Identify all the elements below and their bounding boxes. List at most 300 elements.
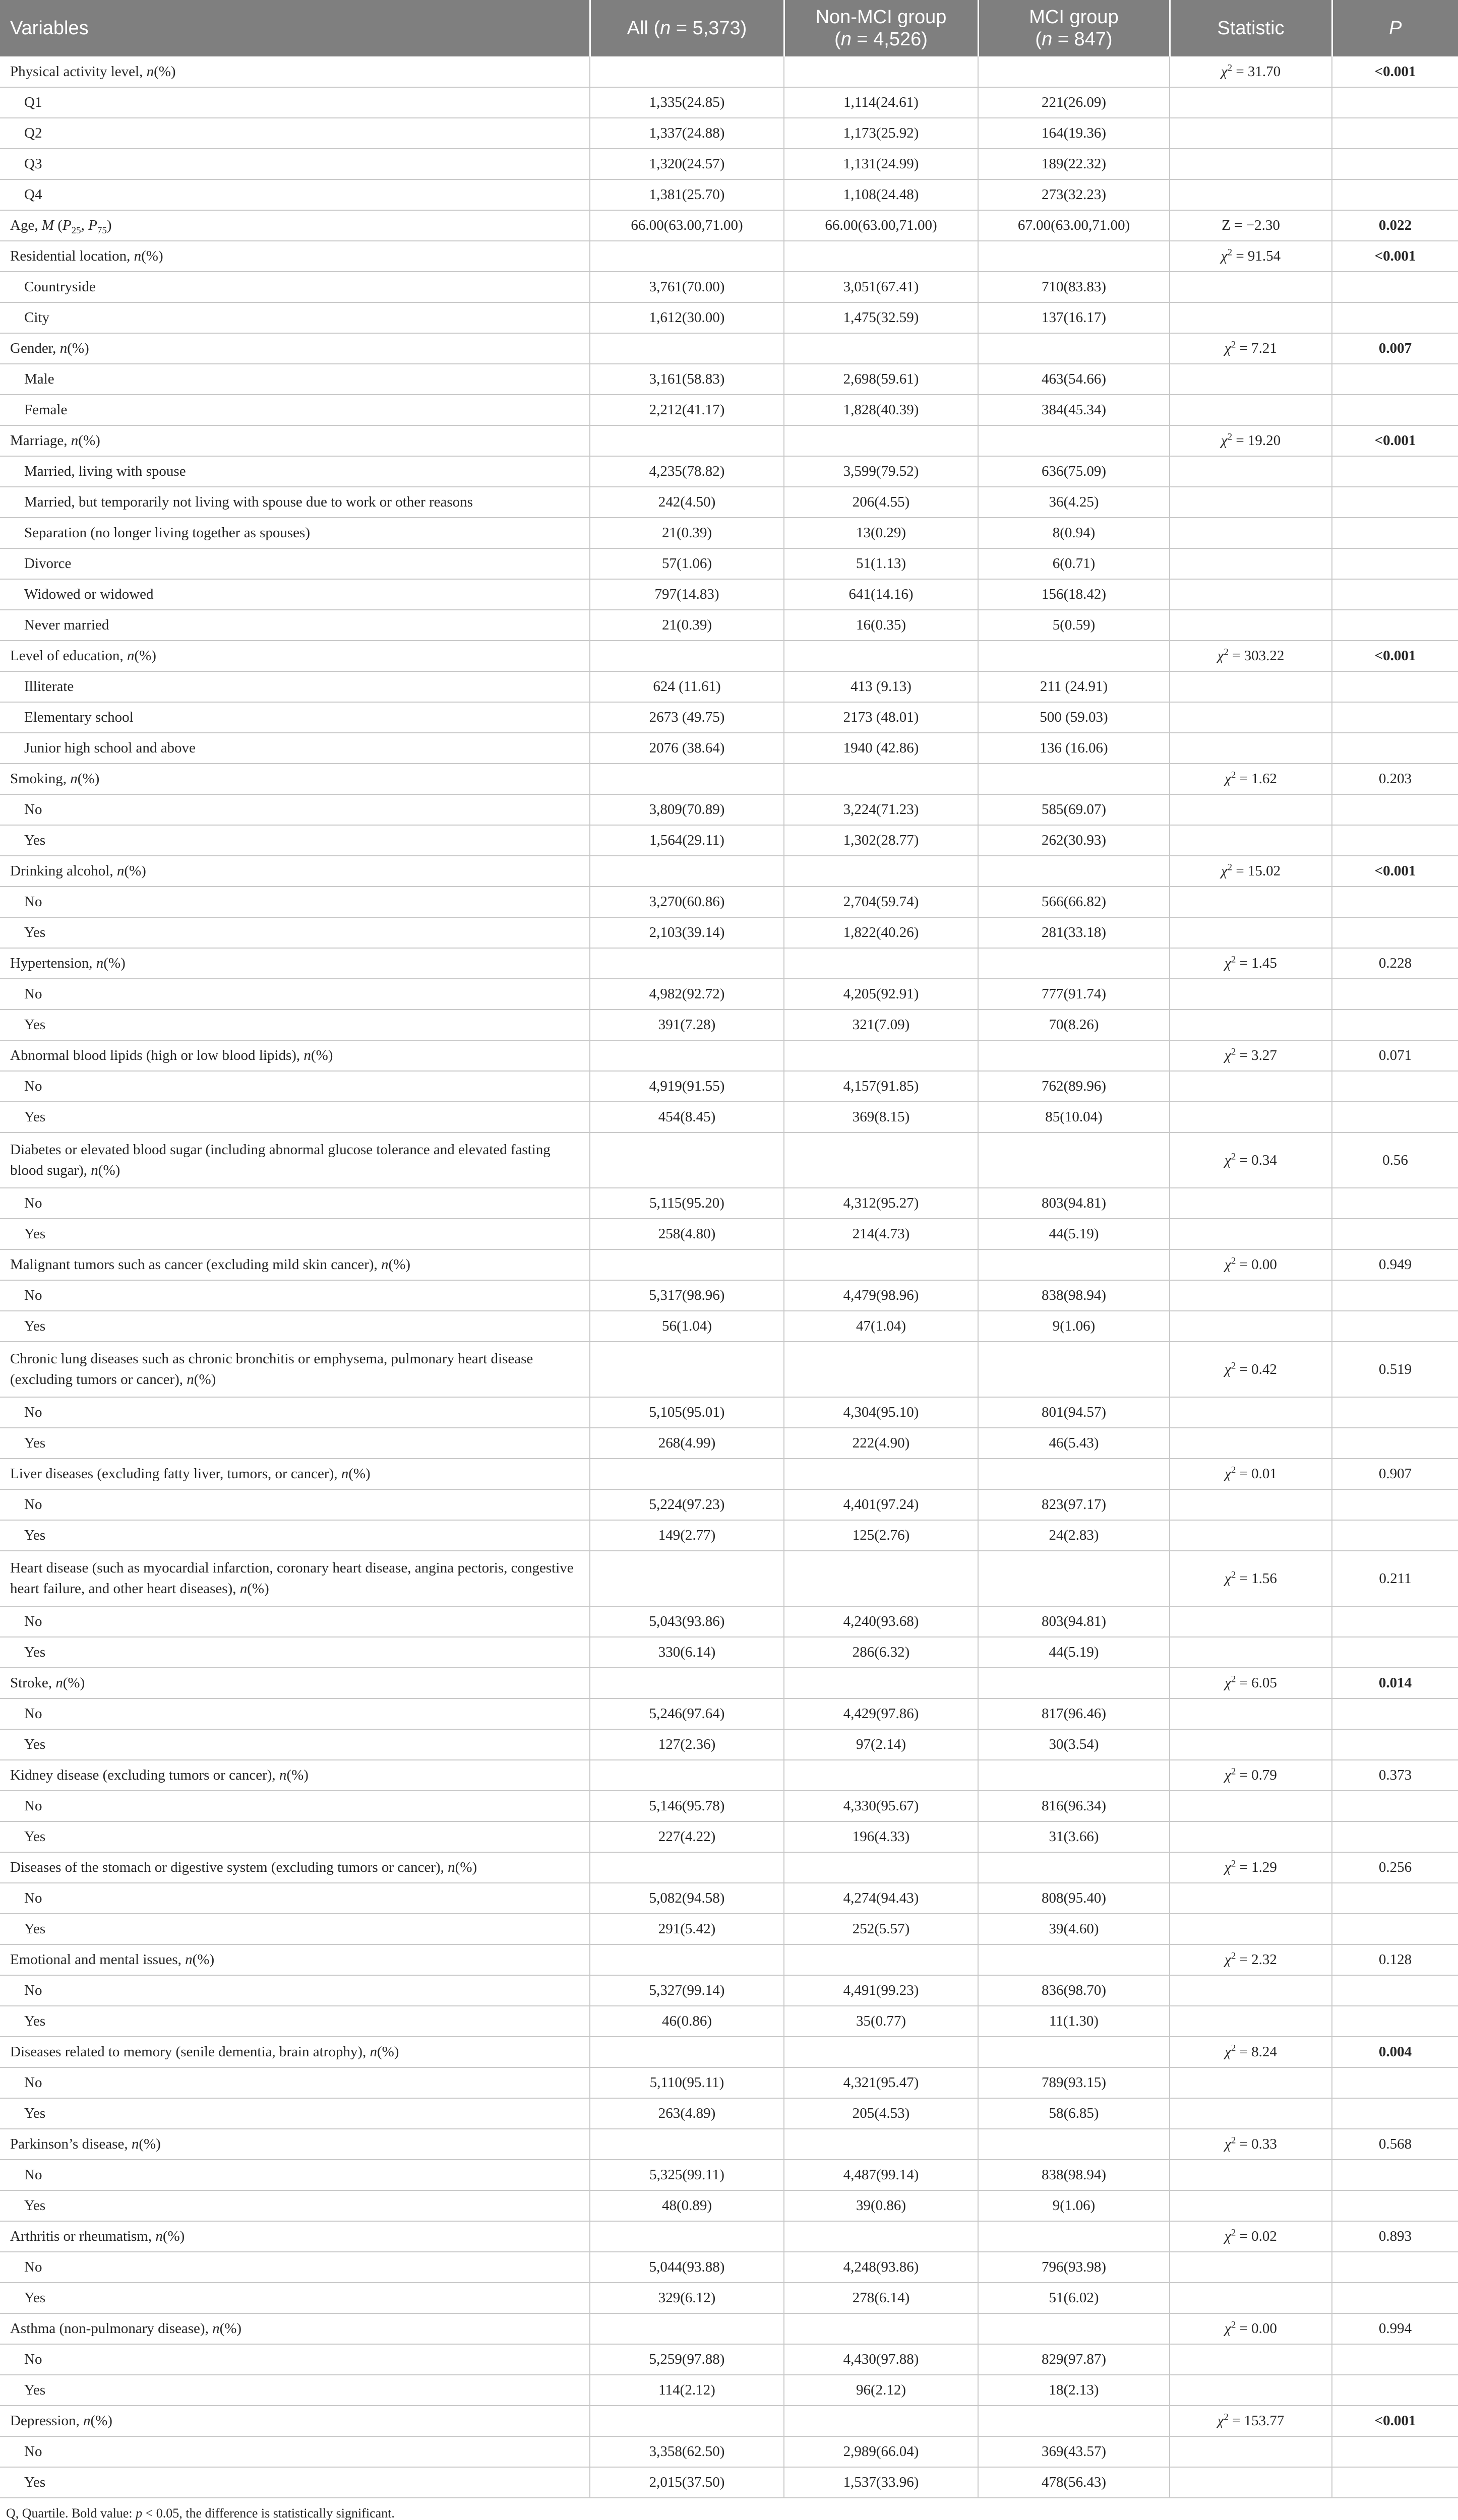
p-value-cell: 0.256 <box>1332 1852 1458 1883</box>
variable-label: Gender, <box>10 340 60 356</box>
variable-cell <box>0 579 590 610</box>
count-symbol: n <box>187 1371 194 1388</box>
variable-row <box>0 56 1458 87</box>
statistic-cell <box>1170 948 1332 979</box>
mci-cell: 46(5.43) <box>978 1428 1170 1459</box>
variable-cell <box>0 2221 590 2252</box>
non-mci-cell <box>784 1040 978 1071</box>
p-value-cell <box>1332 302 1458 333</box>
subcategory-label: Yes <box>24 1318 46 1334</box>
subcategory-row <box>0 825 1458 856</box>
variable-label: Diabetes or elevated blood sugar (including abnormal glucose tolerance and elevated fasting blood sugar), <box>10 1142 551 1178</box>
variable-cell <box>0 1397 590 1428</box>
subcategory-row <box>0 2283 1458 2313</box>
statistic-cell <box>1170 2375 1332 2406</box>
header-p <box>1332 0 1458 56</box>
subcategory-row <box>0 1071 1458 1102</box>
all-cell: 5,110(95.11) <box>590 2067 784 2098</box>
p-value-cell <box>1332 579 1458 610</box>
variable-cell <box>0 1668 590 1698</box>
variable-cell <box>0 241 590 272</box>
variable-cell <box>0 1551 590 1606</box>
statistic-cell <box>1170 2098 1332 2129</box>
variable-cell <box>0 641 590 671</box>
statistic-cell <box>1170 487 1332 518</box>
statistic-cell <box>1170 1637 1332 1668</box>
p-value-cell: 0.022 <box>1332 210 1458 241</box>
variable-cell <box>0 1311 590 1342</box>
header-non-mci-n: n <box>840 29 852 50</box>
header-all-n: n <box>660 18 671 39</box>
statistic-cell <box>1170 2221 1332 2252</box>
variable-cell <box>0 2313 590 2344</box>
statistic-cell <box>1170 1551 1332 1606</box>
variable-cell <box>0 333 590 364</box>
mci-cell <box>978 56 1170 87</box>
statistic-cell <box>1170 671 1332 702</box>
non-mci-cell: 321(7.09) <box>784 1010 978 1040</box>
footnote-rest: < 0.05, the difference is statistically significant. <box>142 2506 395 2520</box>
percentile-symbol: P <box>88 217 97 233</box>
statistic-cell <box>1170 56 1332 87</box>
subcategory-label: No <box>24 1982 42 1998</box>
chi-symbol: χ <box>1221 863 1228 879</box>
non-mci-cell <box>784 1668 978 1698</box>
statistic-cell <box>1170 1520 1332 1551</box>
mci-cell <box>978 1944 1170 1975</box>
mci-cell <box>978 1760 1170 1791</box>
non-mci-cell <box>784 948 978 979</box>
statistic-cell <box>1170 1071 1332 1102</box>
variable-row <box>0 1459 1458 1489</box>
mci-cell <box>978 1040 1170 1071</box>
statistic-cell <box>1170 2252 1332 2283</box>
mci-cell: 6(0.71) <box>978 548 1170 579</box>
variable-cell <box>0 1132 590 1188</box>
subcategory-row <box>0 2098 1458 2129</box>
all-cell: 263(4.89) <box>590 2098 784 2129</box>
subcategory-row <box>0 364 1458 395</box>
mci-cell <box>978 2129 1170 2160</box>
p-value-cell: <0.001 <box>1332 56 1458 87</box>
subcategory-label: No <box>24 986 42 1002</box>
variable-row <box>0 1852 1458 1883</box>
all-cell: 1,381(25.70) <box>590 179 784 210</box>
statistic-cell <box>1170 2190 1332 2221</box>
p-value-cell <box>1332 671 1458 702</box>
statistic-value: = 0.02 <box>1236 2228 1277 2244</box>
statistic-cell <box>1170 2129 1332 2160</box>
statistic-cell <box>1170 118 1332 149</box>
variable-row <box>0 210 1458 241</box>
statistic-cell <box>1170 1489 1332 1520</box>
percentile-subscript: 75 <box>97 225 107 236</box>
subcategory-label: Never married <box>24 617 109 633</box>
p-value-cell <box>1332 2467 1458 2498</box>
subcategory-row <box>0 887 1458 917</box>
all-cell <box>590 2037 784 2067</box>
all-cell <box>590 1459 784 1489</box>
non-mci-cell <box>784 2221 978 2252</box>
subcategory-row <box>0 917 1458 948</box>
all-cell: 5,317(98.96) <box>590 1280 784 1311</box>
statistic-cell <box>1170 1883 1332 1914</box>
variable-label: Kidney disease (excluding tumors or cancer), <box>10 1767 279 1783</box>
all-cell <box>590 948 784 979</box>
variable-cell <box>0 2190 590 2221</box>
all-cell <box>590 1249 784 1280</box>
subcategory-row <box>0 579 1458 610</box>
subcategory-label: No <box>24 1078 42 1094</box>
chi-symbol: χ <box>1221 248 1228 264</box>
all-cell: 21(0.39) <box>590 518 784 548</box>
non-mci-cell <box>784 1551 978 1606</box>
statistic-value: = 0.79 <box>1236 1767 1277 1783</box>
subcategory-label: No <box>24 2074 42 2091</box>
statistic-cell <box>1170 641 1332 671</box>
all-cell <box>590 1852 784 1883</box>
statistic-cell <box>1170 1132 1332 1188</box>
variable-row <box>0 1342 1458 1397</box>
statistic-cell <box>1170 425 1332 456</box>
variable-cell <box>0 1459 590 1489</box>
mci-cell: 18(2.13) <box>978 2375 1170 2406</box>
all-cell: 2076 (38.64) <box>590 733 784 764</box>
subcategory-row <box>0 1397 1458 1428</box>
non-mci-cell: 66.00(63.00,71.00) <box>784 210 978 241</box>
p-value-cell: 0.071 <box>1332 1040 1458 1071</box>
variable-row <box>0 2406 1458 2436</box>
p-value-cell: 0.203 <box>1332 764 1458 794</box>
statistic-value: Z = −2.30 <box>1222 217 1280 233</box>
subcategory-row <box>0 1102 1458 1132</box>
all-cell: 330(6.14) <box>590 1637 784 1668</box>
non-mci-cell: 641(14.16) <box>784 579 978 610</box>
header-p-symbol: P <box>1389 18 1402 39</box>
statistic-cell <box>1170 1249 1332 1280</box>
mci-cell: 838(98.94) <box>978 1280 1170 1311</box>
mci-cell <box>978 1132 1170 1188</box>
percent-unit: (%) <box>67 340 89 356</box>
all-cell <box>590 1132 784 1188</box>
subcategory-row <box>0 1606 1458 1637</box>
non-mci-cell: 4,157(91.85) <box>784 1071 978 1102</box>
count-symbol: n <box>155 2228 163 2244</box>
p-value-cell <box>1332 2436 1458 2467</box>
variable-row <box>0 2037 1458 2067</box>
variable-row <box>0 425 1458 456</box>
count-symbol: n <box>341 1466 349 1482</box>
variable-cell <box>0 302 590 333</box>
header-all-pre: All ( <box>627 18 660 39</box>
all-cell: 127(2.36) <box>590 1729 784 1760</box>
variable-cell <box>0 518 590 548</box>
variable-cell <box>0 1729 590 1760</box>
statistic-cell <box>1170 2067 1332 2098</box>
variable-row <box>0 333 1458 364</box>
p-value-cell: 0.56 <box>1332 1132 1458 1188</box>
p-value-cell <box>1332 2160 1458 2190</box>
non-mci-cell: 4,487(99.14) <box>784 2160 978 2190</box>
variable-label: Depression, <box>10 2413 83 2429</box>
subcategory-row <box>0 2006 1458 2037</box>
subcategory-label: Married, living with spouse <box>24 463 186 479</box>
statistic-cell <box>1170 210 1332 241</box>
variable-cell <box>0 1760 590 1791</box>
subcategory-label: No <box>24 1404 42 1420</box>
variable-cell <box>0 1489 590 1520</box>
statistic-cell <box>1170 1760 1332 1791</box>
non-mci-cell: 3,599(79.52) <box>784 456 978 487</box>
variable-cell <box>0 2406 590 2436</box>
chi-superscript: 2 <box>1231 1360 1236 1371</box>
p-value-cell <box>1332 1071 1458 1102</box>
p-value-cell <box>1332 2375 1458 2406</box>
subcategory-label: Separation (no longer living together as spouses) <box>24 525 310 541</box>
mci-cell: 70(8.26) <box>978 1010 1170 1040</box>
subcategory-row <box>0 1428 1458 1459</box>
subcategory-row <box>0 2190 1458 2221</box>
p-value-cell <box>1332 1883 1458 1914</box>
statistic-cell <box>1170 1188 1332 1219</box>
all-cell: 3,761(70.00) <box>590 272 784 302</box>
p-value-cell: 0.004 <box>1332 2037 1458 2067</box>
variable-cell <box>0 2375 590 2406</box>
mci-cell: 221(26.09) <box>978 87 1170 118</box>
all-cell: 149(2.77) <box>590 1520 784 1551</box>
variable-cell <box>0 87 590 118</box>
statistic-value: = 1.56 <box>1236 1570 1277 1587</box>
mci-cell: 189(22.32) <box>978 149 1170 179</box>
non-mci-cell: 214(4.73) <box>784 1219 978 1249</box>
all-cell <box>590 1760 784 1791</box>
subcategory-row <box>0 733 1458 764</box>
subcategory-row <box>0 2375 1458 2406</box>
variable-label: Marriage, <box>10 432 71 449</box>
subcategory-row <box>0 1975 1458 2006</box>
all-cell: 21(0.39) <box>590 610 784 641</box>
variable-row <box>0 856 1458 887</box>
subcategory-label: Yes <box>24 832 46 848</box>
p-value-cell <box>1332 2344 1458 2375</box>
percent-unit: (%) <box>455 1859 477 1875</box>
mci-cell: 44(5.19) <box>978 1637 1170 1668</box>
subcategory-label: No <box>24 1890 42 1906</box>
mci-cell <box>978 764 1170 794</box>
all-cell <box>590 56 784 87</box>
variable-label: Stroke, <box>10 1675 56 1691</box>
variable-cell <box>0 1791 590 1821</box>
chi-symbol: χ <box>1225 1361 1231 1377</box>
statistic-cell <box>1170 702 1332 733</box>
statistic-cell <box>1170 794 1332 825</box>
subcategory-label: Q1 <box>24 94 42 110</box>
p-value-cell: 0.211 <box>1332 1551 1458 1606</box>
variable-cell <box>0 733 590 764</box>
mci-cell: 273(32.23) <box>978 179 1170 210</box>
percent-unit: (%) <box>311 1047 333 1063</box>
percent-unit: (%) <box>90 2413 112 2429</box>
p-value-cell <box>1332 2006 1458 2037</box>
all-cell <box>590 2313 784 2344</box>
non-mci-cell <box>784 641 978 671</box>
non-mci-cell: 369(8.15) <box>784 1102 978 1132</box>
statistic-cell <box>1170 579 1332 610</box>
all-cell: 268(4.99) <box>590 1428 784 1459</box>
mci-cell <box>978 2221 1170 2252</box>
mci-cell <box>978 425 1170 456</box>
variable-cell <box>0 548 590 579</box>
subcategory-row <box>0 671 1458 702</box>
subcategory-row <box>0 179 1458 210</box>
variable-row <box>0 1040 1458 1071</box>
mci-cell: 636(75.09) <box>978 456 1170 487</box>
non-mci-cell: 125(2.76) <box>784 1520 978 1551</box>
chi-superscript: 2 <box>1231 2319 1236 2330</box>
all-cell: 3,358(62.50) <box>590 2436 784 2467</box>
all-cell <box>590 1944 784 1975</box>
subcategory-label: Widowed or widowed <box>24 586 154 602</box>
all-cell <box>590 2406 784 2436</box>
subcategory-row <box>0 2160 1458 2190</box>
variable-cell <box>0 671 590 702</box>
all-cell: 3,161(58.83) <box>590 364 784 395</box>
variable-label: Level of education, <box>10 648 127 664</box>
count-symbol: n <box>185 1951 193 1968</box>
statistic-cell <box>1170 733 1332 764</box>
subcategory-row <box>0 149 1458 179</box>
statistic-cell <box>1170 548 1332 579</box>
all-cell: 2,212(41.17) <box>590 395 784 425</box>
non-mci-cell <box>784 333 978 364</box>
median-symbol: M <box>41 217 54 233</box>
statistic-value: = 0.00 <box>1236 2320 1277 2337</box>
mci-cell: 58(6.85) <box>978 2098 1170 2129</box>
count-symbol: n <box>146 63 154 80</box>
variable-cell <box>0 610 590 641</box>
mci-cell: 823(97.17) <box>978 1489 1170 1520</box>
p-value-cell <box>1332 1397 1458 1428</box>
non-mci-cell: 4,479(98.96) <box>784 1280 978 1311</box>
statistic-value: = 15.02 <box>1232 863 1281 879</box>
subcategory-label: Q2 <box>24 125 42 141</box>
variable-row <box>0 764 1458 794</box>
table-footnote <box>0 2498 1458 2520</box>
non-mci-cell <box>784 764 978 794</box>
variable-cell <box>0 917 590 948</box>
p-value-cell <box>1332 179 1458 210</box>
chi-superscript: 2 <box>1231 1858 1236 1869</box>
statistic-cell <box>1170 764 1332 794</box>
mci-cell: 31(3.66) <box>978 1821 1170 1852</box>
mci-cell: 5(0.59) <box>978 610 1170 641</box>
non-mci-cell <box>784 241 978 272</box>
mci-cell: 808(95.40) <box>978 1883 1170 1914</box>
non-mci-cell: 1,108(24.48) <box>784 179 978 210</box>
p-value-cell <box>1332 518 1458 548</box>
subcategory-label: Yes <box>24 1736 46 1752</box>
mci-cell: 789(93.15) <box>978 2067 1170 2098</box>
non-mci-cell <box>784 1342 978 1397</box>
all-cell: 258(4.80) <box>590 1219 784 1249</box>
statistic-cell <box>1170 979 1332 1010</box>
subcategory-row <box>0 456 1458 487</box>
p-value-cell <box>1332 825 1458 856</box>
statistic-cell <box>1170 2006 1332 2037</box>
header-statistic: Statistic <box>1170 0 1332 56</box>
variable-label: Age, <box>10 217 42 233</box>
subcategory-label: Yes <box>24 1527 46 1543</box>
variable-label: Diseases of the stomach or digestive system (excluding tumors or cancer), <box>10 1859 448 1875</box>
percent-unit: (%) <box>388 1256 411 1273</box>
non-mci-cell: 4,430(97.88) <box>784 2344 978 2375</box>
subcategory-label: Countryside <box>24 279 96 295</box>
non-mci-cell <box>784 856 978 887</box>
subcategory-row <box>0 118 1458 149</box>
non-mci-cell: 1,114(24.61) <box>784 87 978 118</box>
variable-cell <box>0 1637 590 1668</box>
all-cell: 329(6.12) <box>590 2283 784 2313</box>
all-cell: 5,146(95.78) <box>590 1791 784 1821</box>
p-value-cell <box>1332 87 1458 118</box>
variable-label: Heart disease (such as myocardial infarction, coronary heart disease, angina pectoris, congestive heart failure, and other heart diseases), <box>10 1560 574 1597</box>
variable-row <box>0 1249 1458 1280</box>
subcategory-label: Yes <box>24 2197 46 2214</box>
variable-cell <box>0 456 590 487</box>
non-mci-cell: 3,224(71.23) <box>784 794 978 825</box>
non-mci-cell <box>784 1132 978 1188</box>
chi-superscript: 2 <box>1227 247 1233 258</box>
all-cell <box>590 1551 784 1606</box>
p-value-cell <box>1332 2252 1458 2283</box>
statistic-cell <box>1170 1311 1332 1342</box>
variable-cell <box>0 1944 590 1975</box>
statistic-cell <box>1170 179 1332 210</box>
mci-cell <box>978 1668 1170 1698</box>
footnote-p-symbol: p <box>136 2506 143 2520</box>
variable-row <box>0 1760 1458 1791</box>
statistic-value: = 0.33 <box>1236 2136 1277 2152</box>
footnote-text: Q, Quartile. Bold value: <box>6 2506 136 2520</box>
all-cell <box>590 1668 784 1698</box>
variable-cell <box>0 2129 590 2160</box>
count-symbol: n <box>279 1767 287 1783</box>
non-mci-cell: 4,312(95.27) <box>784 1188 978 1219</box>
chi-symbol: χ <box>1217 2413 1224 2429</box>
all-cell: 5,224(97.23) <box>590 1489 784 1520</box>
count-symbol: n <box>91 1162 98 1178</box>
all-cell: 5,115(95.20) <box>590 1188 784 1219</box>
subcategory-label: Yes <box>24 2382 46 2398</box>
statistic-value: = 303.22 <box>1228 648 1285 664</box>
variable-cell <box>0 2067 590 2098</box>
p-value-cell: 0.014 <box>1332 1668 1458 1698</box>
percent-unit: (%) <box>98 1162 120 1178</box>
percent-unit: (%) <box>219 2320 242 2337</box>
subcategory-row <box>0 487 1458 518</box>
variable-cell <box>0 948 590 979</box>
count-symbol: n <box>134 248 142 264</box>
count-symbol: n <box>370 2044 377 2060</box>
mci-cell: 137(16.17) <box>978 302 1170 333</box>
non-mci-cell: 1,302(28.77) <box>784 825 978 856</box>
subcategory-row <box>0 1883 1458 1914</box>
table-body <box>0 56 1458 2498</box>
variable-cell <box>0 1914 590 1944</box>
mci-cell: 24(2.83) <box>978 1520 1170 1551</box>
statistic-cell <box>1170 2344 1332 2375</box>
all-cell: 242(4.50) <box>590 487 784 518</box>
